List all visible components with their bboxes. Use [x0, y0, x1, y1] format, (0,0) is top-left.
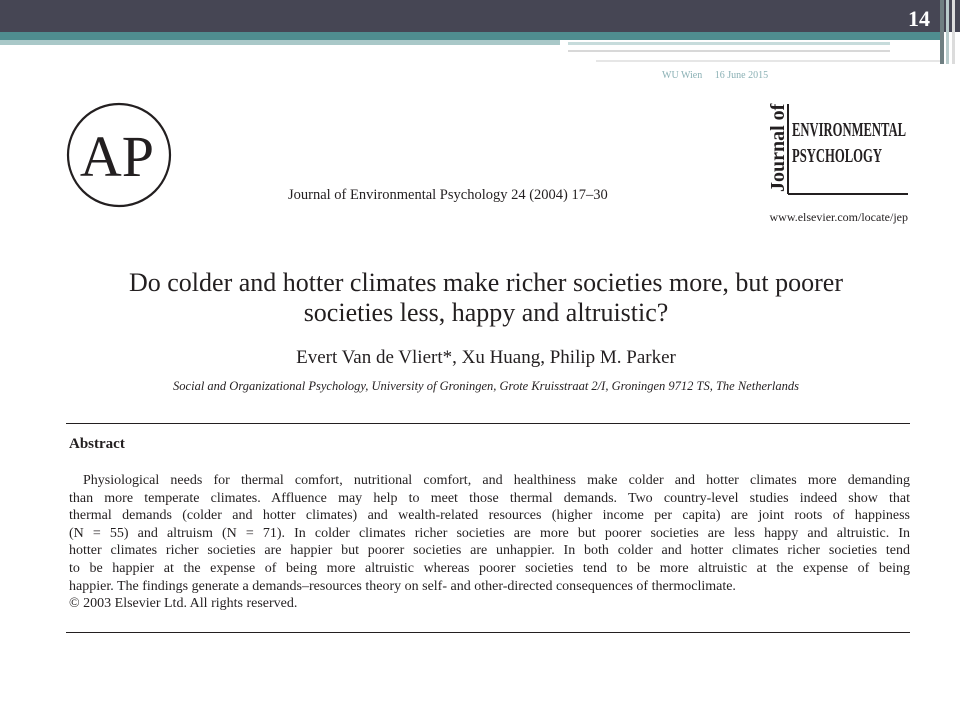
jep-logo-psychology: PSYCHOLOGY: [792, 145, 883, 167]
right-vertical-bar-light: [946, 0, 949, 64]
journal-of-environmental-psychology-logo-icon: [764, 100, 910, 198]
abstract-line: than more temperate climates. Affluence may help to meet those thermal demands. Two country-level studies indeed show that: [69, 490, 910, 506]
header-stripe-right-thin: [596, 60, 940, 62]
abstract-line: hotter climates richer societies are happier but poorer societies are unhappier. In both colder and hotter climates richer societies tend: [69, 543, 910, 559]
slide-footer-meta: [662, 70, 778, 81]
divider-top: [66, 423, 910, 424]
right-vertical-bar-dark: [940, 0, 944, 64]
header-stripe-right-light: [568, 42, 890, 45]
slide-top-bar: [0, 0, 960, 32]
divider-bottom: [66, 632, 910, 633]
abstract-heading: Abstract: [69, 436, 125, 452]
copyright-line: © 2003 Elsevier Ltd. All rights reserved.: [69, 596, 298, 612]
journal-url: www.elsevier.com/locate/jep: [769, 210, 908, 224]
footer-left-text: WU Wien: [662, 70, 703, 81]
abstract-line: (N = 55) and altruism (N = 71). In colder climates richer societies are more but poorer societies are less happy and altruistic. In: [69, 525, 910, 541]
slide-number: 14: [908, 6, 930, 31]
abstract-line: happier. The findings generate a demands–resources theory on self- and other-directed consequences of thermoclimate.: [69, 578, 736, 594]
abstract-line: Physiological needs for thermal comfort, nutritional comfort, and healthiness make colder and hotter climates more demanding: [83, 473, 910, 488]
journal-citation: Journal of Environmental Psychology 24 (2004) 17–30: [288, 187, 608, 203]
ap-monogram-logo-icon: [66, 102, 172, 208]
jep-logo-environmental: ENVIRONMENTAL: [792, 119, 906, 141]
header-stripe-light: [0, 40, 560, 45]
abstract-body: [69, 472, 910, 613]
header-stripe-teal: [0, 32, 940, 40]
abstract-line: to be happier at the expense of being more altruistic whereas poorer societies tend to be more altruistic at the expense of being: [69, 560, 910, 576]
abstract-line: thermal demands (colder and hotter climates) and wealth-related resources (higher income per capita) are joint roots of happiness: [69, 508, 910, 524]
author-affiliation: Social and Organizational Psychology, University of Groningen, Grote Kruisstraat 2/I, Groningen 9712 TS, The Netherlands: [173, 379, 799, 393]
article-title-line-1: Do colder and hotter climates make richer societies more, but poorer: [128, 268, 843, 297]
header-stripe-right-gray: [568, 50, 890, 52]
ap-logo-text: AP: [79, 124, 155, 189]
jep-logo-journal-of: Journal of: [767, 103, 789, 192]
right-vertical-bar-faint: [952, 0, 955, 64]
article-title: [60, 268, 912, 328]
footer-date: 16 June 2015: [714, 70, 769, 81]
article-title-line-2: societies less, happy and altruistic?: [303, 298, 669, 327]
article-authors: Evert Van de Vliert*, Xu Huang, Philip M. Parker: [296, 347, 676, 368]
